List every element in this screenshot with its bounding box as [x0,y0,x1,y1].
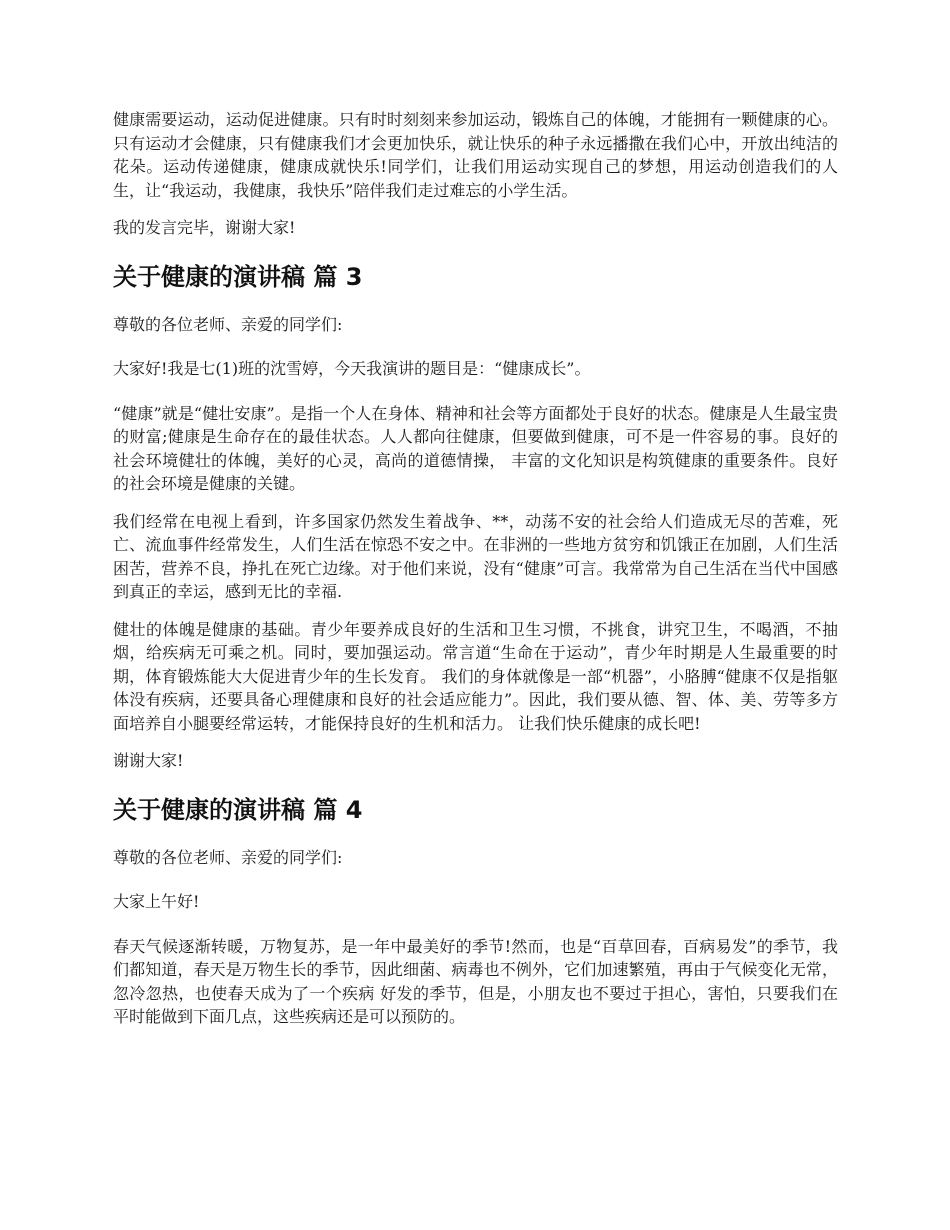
intro-paragraph-2: 我的发言完毕，谢谢大家! [113,218,296,237]
section-3-paragraph-health-definition: “健康”就是“健壮安康”。是指一个人在身体、精神和社会等方面都处于良好的状态。健康是人生最宝贵的财富;健康是生命存在的最佳状态。人人都向往健康，但要做到健康，可不是一件容易的事。良好的社会环境健壮的体魄，美好的心灵，高尚的道德情操， 丰富的文化知识是构筑健康的重要条件。良好的社会环境是健康的关键。 [113,403,838,493]
section-3-title: 关于健康的演讲稿 篇 3 [113,262,363,291]
section-3-paragraph-war: 我们经常在电视上看到，许多国家仍然发生着战争、**，动荡不安的社会给人们造成无尽的苦难，死亡、流血事件经常发生，人们生活在惊恐不安之中。在非洲的一些地方贫穷和饥饿正在加剧，人们生活困苦，营养不良，挣扎在死亡边缘。对于他们来说，没有“健康”可言。我常常为自己生活在当代中国感到真正的幸运，感到无比的幸福. [113,511,838,601]
section-3-paragraph-body: 健壮的体魄是健康的基础。青少年要养成良好的生活和卫生习惯，不挑食，讲究卫生，不喝酒，不抽烟，给疾病无可乘之机。同时，要加强运动。常言道“生命在于运动”，青少年时期是人生最重要的时期，体育锻炼能大大促进青少年的生长发育。 我们的身体就像是一部“机器”，小胳膊“健康不仅是指躯体没有疾病，还要具备心理健康和良好的社会适应能力”。因此，我们要从德、智、体、美、劳等多方面培养自小腿要经常运转，才能保持良好的生机和活力。 让我们快乐健康的成长吧! [113,619,838,733]
section-4-paragraph-spring: 春天气候逐渐转暖，万物复苏，是一年中最美好的季节!然而，也是“百草回春，百病易发”的季节，我们都知道，春天是万物生长的季节，因此细菌、病毒也不例外，它们加速繁殖，再由于气候变化无常，忽冷忽热，也使春天成为了一个疾病 好发的季节，但是，小朋友也不要过于担心，害怕，只要我们在平时能做到下面几点，这些疾病还是可以预防的。 [113,936,838,1026]
section-3-thanks: 谢谢大家! [113,751,184,770]
section-3-greeting: 大家好!我是七(1)班的沈雪婷，今天我演讲的题目是：“健康成长”。 [113,359,591,378]
section-4-salutation: 尊敬的各位老师、亲爱的同学们: [113,847,343,867]
section-4-title: 关于健康的演讲稿 篇 4 [113,795,363,824]
section-4-greeting: 大家上午好! [113,892,200,911]
intro-paragraph-1: 健康需要运动，运动促进健康。只有时时刻刻来参加运动，锻炼自己的体魄，才能拥有一颗健康的心。只有运动才会健康，只有健康我们才会更加快乐，就让快乐的种子永远播撒在我们心中，开放出纯洁的花朵。运动传递健康，健康成就快乐!同学们，让我们用运动实现自己的梦想，用运动创造我们的人生，让“我运动，我健康，我快乐”陪伴我们走过难忘的小学生活。 [113,110,838,200]
section-3-salutation: 尊敬的各位老师、亲爱的同学们: [113,314,343,334]
